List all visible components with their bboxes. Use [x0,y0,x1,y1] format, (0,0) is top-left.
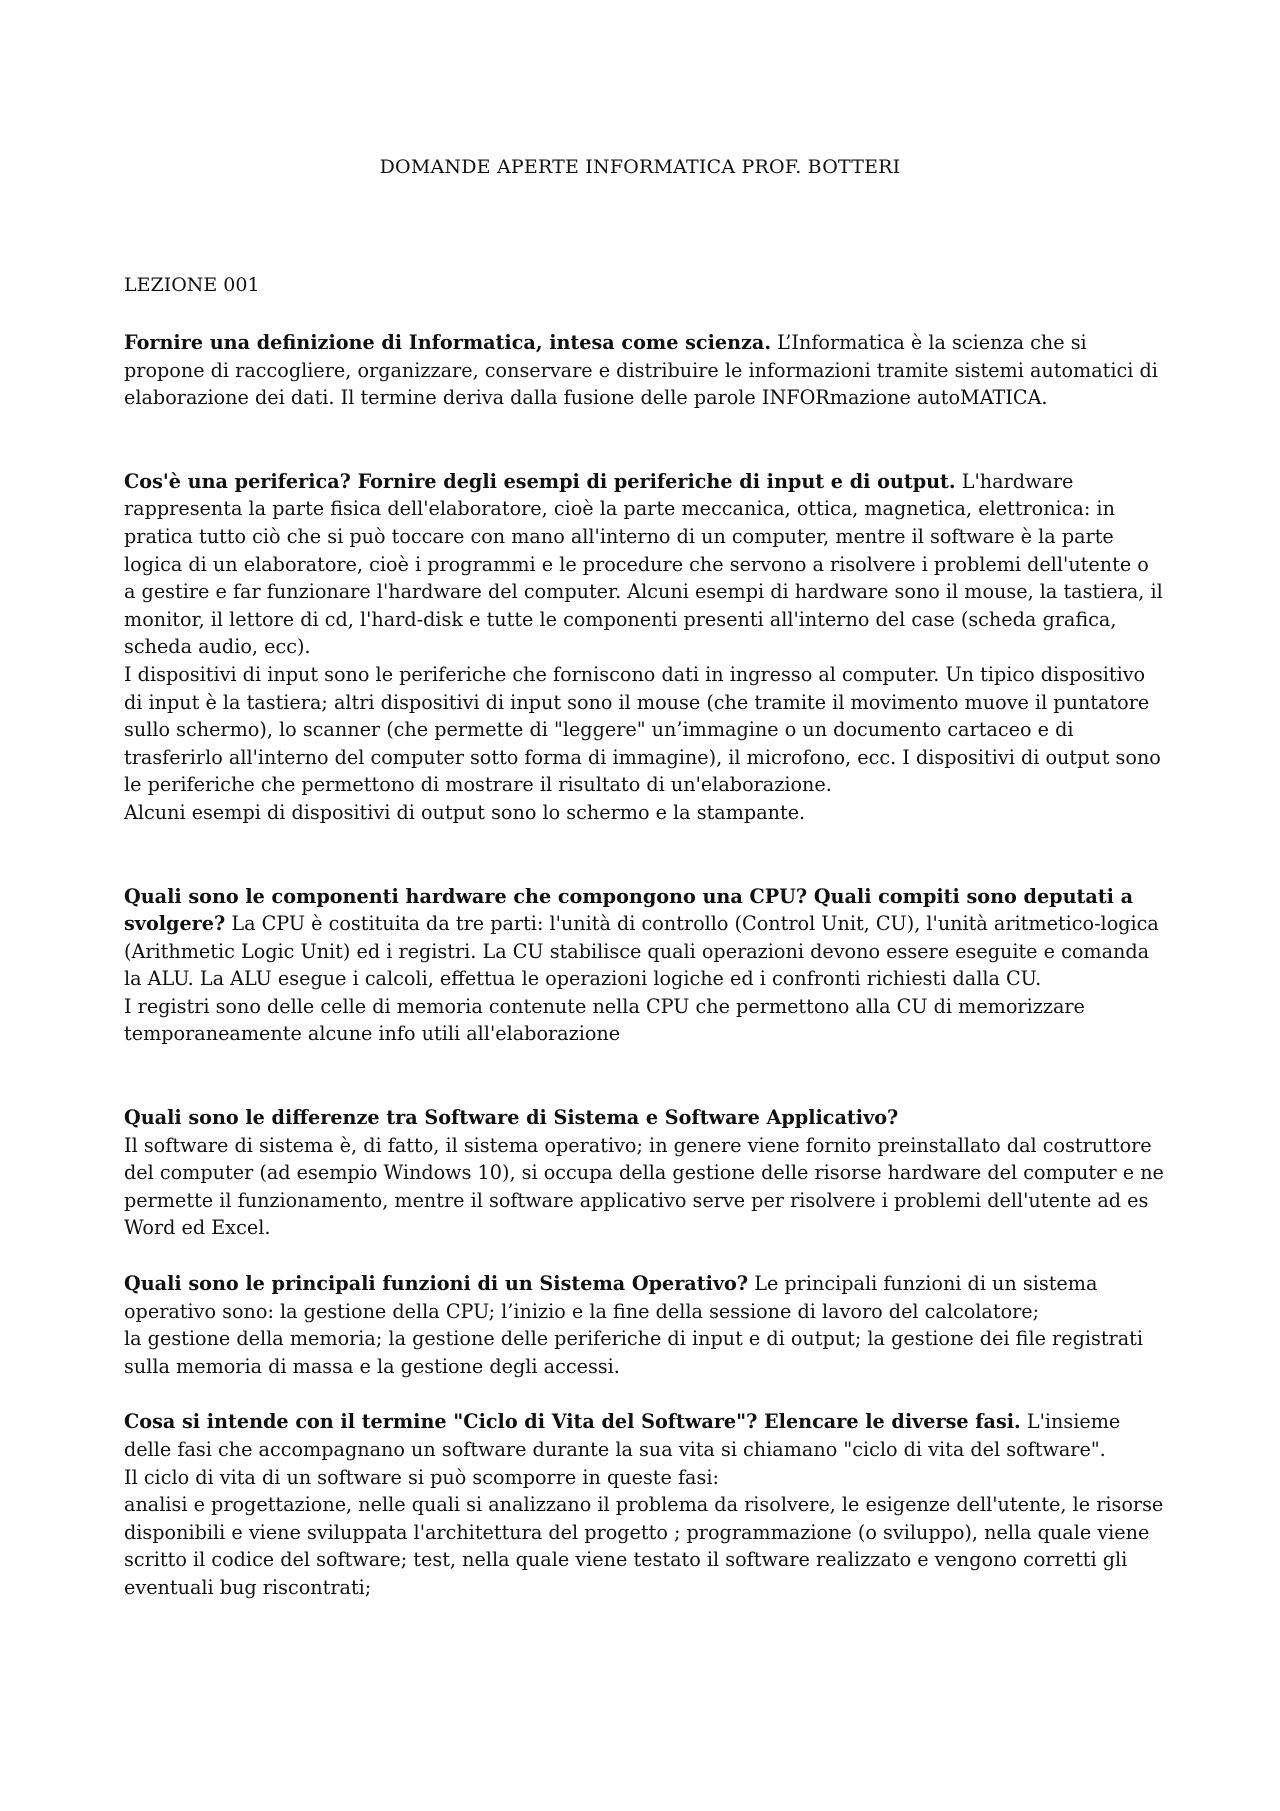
answer-paragraph: Il ciclo di vita di un software si può scomporre in queste fasi: [124,1465,719,1489]
answer-text: Le principali funzioni di un sistema operativo sono: la gestione della CPU; l’inizio e la fine della sessione di lavoro del calcolatore; [124,1272,1098,1323]
answer-paragraph: Il software di sistema è, di fatto, il sistema operativo; in genere viene fornito preinstallato dal costruttore del computer (ad esempio Windows 10), si occupa della gestione delle risorse hardware del computer e ne permette il funzionamento, mentre il software applicativo serve per risolvere i problemi dell'utente ad es Word ed Excel. [124,1133,1164,1240]
answer-paragraph: I registri sono delle celle di memoria contenute nella CPU che permettono alla CU di memorizzare temporaneamente alcune info utili all'elaborazione [124,994,1085,1046]
answer-paragraph [124,468,1166,661]
answer-paragraph: analisi e progettazione, nelle quali si analizzano il problema da risolvere, le esigenze dell'utente, le risorse disponibili e viene sviluppata l'architettura del progetto ; programmazione (o sviluppo), nella quale viene scritto il codice del software; test, nella quale viene testato il software realizzato e vengono corretti gli eventuali bug riscontrati; [124,1493,1164,1599]
document-body [124,329,1166,1602]
qa-section-periferica [124,468,1166,827]
qa-section-software [124,1104,1166,1242]
answer-text: L’Informatica è la scienza che si propone di raccogliere, organizzare, conservare e distribuire le informazioni tramite sistemi automatici di elaborazione dei dati. Il termine deriva dalla fusione delle parole INFORmazione autoMATICA. [124,331,1158,410]
answer-paragraph [124,1270,1166,1325]
answer-text: L'hardware rappresenta la parte fisica dell'elaboratore, cioè la parte meccanica, ottica, magnetica, elettronica: in pratica tutto ciò che si può toccare con mano all'interno di un computer, mentre il software è la parte logica di un elaboratore, cioè i programmi e le procedure che servono a risolvere i problemi dell'utente o a gestire e far funzionare l'hardware del computer. Alcuni esempi di hardware sono il mouse, la tastiera, il monitor, il lettore di cd, l'hard-disk e tutte le componenti presenti all'interno del case (scheda grafica, scheda audio, ecc). [124,469,1163,659]
answer-text: La CPU è costituita da tre parti: l'unità di controllo (Control Unit, CU), l'unità aritmetico-logica (Arithmetic Logic Unit) ed i registri. La CU stabilisce quali operazioni devono essere eseguite e comanda la ALU. La ALU esegue i calcoli, effettua le operazioni logiche ed i confronti richiesti dalla CU. [124,912,1159,991]
answer-paragraph: I dispositivi di input sono le periferiche che forniscono dati in ingresso al computer. Un tipico dispositivo di input è la tastiera; altri dispositivi di input sono il mouse (che tramite il movimento muove il puntatore sullo schermo), lo scanner (che permette di "leggere" un’immagine o un documento cartaceo e di trasferirlo all'interno del computer sotto forma di immagine), il microfono, ecc. I dispositivi di output sono le periferiche che permettono di mostrare il risultato di un'elaborazione. [124,662,1161,797]
document-title: DOMANDE APERTE INFORMATICA PROF. BOTTERI [379,156,901,178]
answer-text: L'insieme delle fasi che accompagnano un software durante la sua vita si chiamano "ciclo di vita del software". [124,1410,1121,1461]
qa-section-cpu [124,883,1166,1049]
qa-section-informatica [124,329,1166,412]
answer-paragraph [124,329,1166,412]
qa-section-sistema-operativo [124,1270,1166,1380]
lesson-heading: LEZIONE 001 [124,274,260,296]
answer-paragraph [124,883,1166,993]
answer-paragraph [124,1408,1166,1463]
question-text: Cos'è una periferica? Fornire degli esempi di periferiche di input e di output. [124,469,956,493]
qa-section-ciclo-di-vita [124,1408,1166,1601]
answer-paragraph: Alcuni esempi di dispositivi di output sono lo schermo e la stampante. [124,800,806,824]
question-text: Cosa si intende con il termine "Ciclo di Vita del Software"? Elencare le diverse fasi. [124,1410,1021,1434]
question-text: Quali sono le principali funzioni di un Sistema Operativo? [124,1272,749,1296]
question-text: Fornire una definizione di Informatica, intesa come scienza. [124,331,772,354]
question-text: Quali sono le componenti hardware che compongono una CPU? Quali compiti sono deputati a svolgere? [124,884,1134,936]
question-text: Quali sono le differenze tra Software di Sistema e Software Applicativo? [124,1106,899,1130]
answer-paragraph: la gestione della memoria; la gestione delle periferiche di input e di output; la gestione dei file registrati sulla memoria di massa e la gestione degli accessi. [124,1327,1143,1378]
